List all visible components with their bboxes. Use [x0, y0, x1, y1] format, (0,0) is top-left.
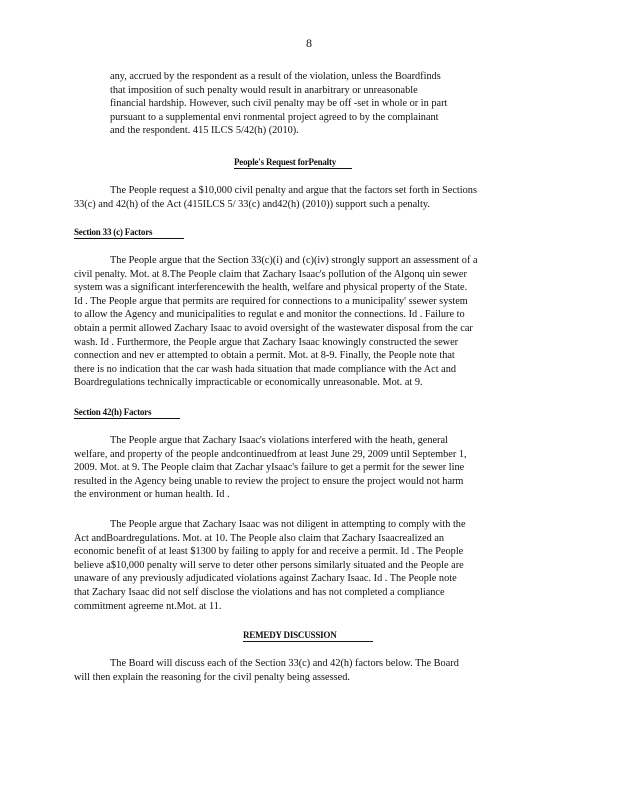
- text-line: economic benefit of at least $1300 by failing to apply for and receive a permit. Id . The People: [74, 546, 464, 558]
- text-line: and the respondent. 415 ILCS 5/42(h) (2010).: [110, 125, 299, 137]
- section-42h-paragraph-1: [74, 434, 540, 502]
- text-line: will then explain the reasoning for the civil penalty being assessed.: [74, 671, 350, 683]
- heading-remedy-discussion: REMEDY DISCUSSION: [243, 630, 373, 642]
- text-line: wash. Id . Furthermore, the People argue that Zachary Isaac knowingly constructed the sewer: [74, 336, 459, 348]
- page-number: 8: [306, 36, 312, 50]
- section-42h-paragraph-2: [74, 518, 540, 613]
- heading-section-33c: Section 33 (c) Factors: [74, 227, 184, 239]
- text-line: that imposition of such penalty would result in anarbitrary or unreasonable: [110, 84, 418, 96]
- text-line: system was a significant interferencewith the health, welfare and physical property of the State.: [74, 282, 468, 294]
- intro-paragraph: [110, 70, 502, 138]
- text-line: unaware of any previously adjudicated violations against Zachary Isaac. Id . The People note: [74, 573, 457, 585]
- text-line: Act andBoardregulations. Mot. at 10. The People also claim that Zachary Isaacrealized an: [74, 532, 445, 544]
- text-line: pursuant to a supplemental envi ronmental project agreed to by the complainant: [110, 111, 439, 123]
- text-line: the environment or human health. Id .: [74, 489, 230, 501]
- text-line: financial hardship. However, such civil penalty may be off -set in whole or in part: [110, 98, 448, 110]
- section-33c-paragraph: [74, 254, 540, 390]
- text-line: The People argue that Zachary Isaac was not diligent in attempting to comply with the: [110, 519, 466, 530]
- text-line: The People argue that the Section 33(c)(i) and (c)(iv) strongly support an assessment of a: [110, 255, 478, 266]
- text-line: 2009. Mot. at 9. The People claim that Zachar yIsaac's failure to get a permit for the sewer line: [74, 462, 465, 474]
- text-line: Id . The People argue that permits are required for connections to a municipality' ssewer system: [74, 295, 468, 307]
- heading-peoples-request: People's Request forPenalty: [234, 157, 352, 169]
- text-line: that Zachary Isaac did not self disclose the violations and has not completed a compliance: [74, 586, 445, 598]
- text-line: commitment agreeme nt.Mot. at 11.: [74, 600, 222, 612]
- text-line: Boardregulations technically impracticable or economically unreasonable. Mot. at 9.: [74, 377, 423, 389]
- text-line: any, accrued by the respondent as a result of the violation, unless the Boardfinds: [110, 71, 441, 82]
- text-line: The Board will discuss each of the Section 33(c) and 42(h) factors below. The Board: [110, 658, 459, 669]
- remedy-paragraph: [74, 657, 540, 684]
- text-line: to allow the Agency and municipalities to regulat e and monitor the connections. Id . Failure to: [74, 309, 465, 321]
- text-line: The People request a $10,000 civil penalty and argue that the factors set forth in Sections: [110, 185, 477, 196]
- request-paragraph: [74, 184, 540, 211]
- text-line: connection and nev er attempted to obtain a permit. Mot. at 8-9. Finally, the People note that: [74, 350, 455, 362]
- text-line: civil penalty. Mot. at 8.The People claim that Zachary Isaac's pollution of the Algonq uin sewer: [74, 268, 467, 280]
- heading-section-42h: Section 42(h) Factors: [74, 407, 180, 419]
- text-line: resulted in the Agency being unable to review the project to ensure the project would not harm: [74, 475, 464, 487]
- text-line: obtain a permit allowed Zachary Isaac to avoid oversight of the wastewater disposal from the car: [74, 322, 473, 334]
- text-line: there is no indication that the car wash hada situation that made compliance with the Act and: [74, 363, 457, 375]
- text-line: 33(c) and 42(h) of the Act (415ILCS 5/ 33(c) and42(h) (2010)) support such a penalty.: [74, 198, 430, 210]
- text-line: welfare, and property of the people andcontinuedfrom at least June 29, 2009 until September 1,: [74, 448, 467, 460]
- text-line: believe a$10,000 penalty will serve to deter other persons similarly situated and the People are: [74, 559, 464, 571]
- text-line: The People argue that Zachary Isaac's violations interfered with the heath, general: [110, 435, 448, 446]
